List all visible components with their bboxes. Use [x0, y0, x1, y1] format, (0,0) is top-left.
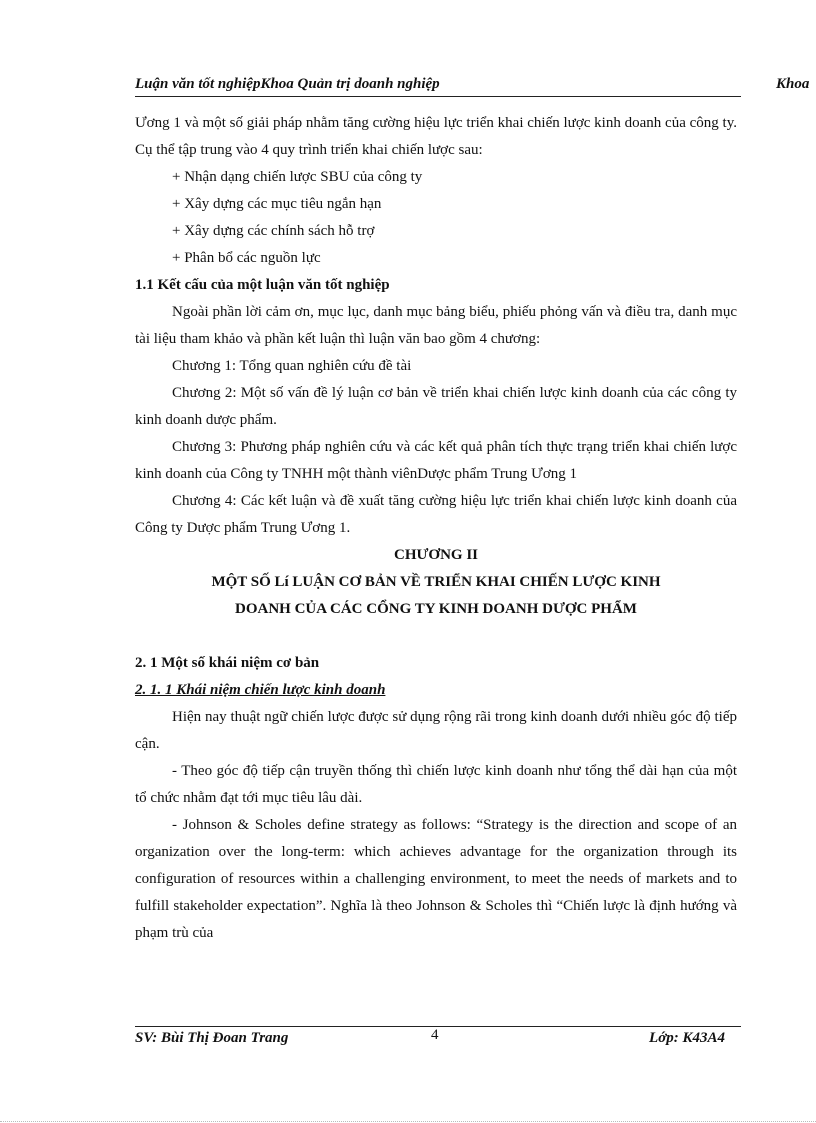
student-name: SV: Bùi Thị Đoan Trang	[135, 1030, 289, 1046]
header-title: Luận văn tốt nghiệpKhoa Quản trị doanh nghiệp	[135, 76, 440, 92]
page-number: 4	[431, 1027, 439, 1043]
paragraph: Ương 1 và một số giải pháp nhằm tăng cường hiệu lực triển khai chiến lược kinh doanh của công ty. Cụ thể tập trung vào 4 quy trình triển khai chiến lược sau:	[135, 115, 737, 158]
paragraph: - Johnson & Scholes define strategy as follows: “Strategy is the direction and scope of an organization over the long-term: which achieves advantage for the organization through its configuration of resources within a challenging environment, to meet the needs of markets and to fulfill stakeholder expectation”. Nghĩa là theo Johnson & Scholes thì “Chiến lược là định hướng và phạm trù của	[135, 817, 737, 941]
page-edge-divider	[0, 1121, 816, 1122]
list-item: + Xây dựng các chính sách hỗ trợ	[172, 223, 375, 239]
chapter-summary: Chương 3: Phương pháp nghiên cứu và các kết quả phân tích thực trạng triển khai chiến lược kinh doanh của Công ty TNHH một thành viênDược phẩm Trung Ương 1	[135, 439, 737, 482]
list-item: + Phân bổ các nguồn lực	[172, 250, 321, 266]
chapter-title: DOANH CỦA CÁC CỔNG TY KINH DOANH DƯỢC PHẨM	[235, 601, 637, 617]
chapter-summary: Chương 2: Một số vấn đề lý luận cơ bản về triển khai chiến lược kinh doanh của các công ty kinh doanh dược phẩm.	[135, 385, 737, 428]
list-item: + Nhận dạng chiến lược SBU của công ty	[172, 169, 423, 185]
paragraph: - Theo góc độ tiếp cận truyền thống thì chiến lược kinh doanh như tổng thể dài hạn của một tổ chức nhằm đạt tới mục tiêu lâu dài.	[135, 763, 737, 806]
chapter-title: MỘT SỐ Lí LUẬN CƠ BẢN VỀ TRIỂN KHAI CHIẾN LƯỢC KINH	[211, 574, 661, 590]
paragraph: Hiện nay thuật ngữ chiến lược được sử dụng rộng rãi trong kinh doanh dưới nhiều góc độ tiếp cận.	[135, 709, 737, 752]
paragraph: Ngoài phần lời cảm ơn, mục lục, danh mục bảng biểu, phiếu phỏng vấn và điều tra, danh mục tài liệu tham khảo và phần kết luận thì luận văn bao gồm 4 chương:	[135, 304, 737, 347]
page-header	[135, 76, 810, 97]
chapter-summary: Chương 1: Tổng quan nghiên cứu đề tài	[172, 358, 412, 374]
chapter-summary: Chương 4: Các kết luận và đề xuất tăng cường hiệu lực triển khai chiến lược kinh doanh của Công ty Dược phẩm Trung Ương 1.	[135, 493, 737, 536]
section-heading: 1.1 Kết cấu của một luận văn tốt nghiệp	[135, 277, 390, 293]
chapter-label: CHƯƠNG II	[393, 547, 479, 563]
list-item: + Xây dựng các mục tiêu ngắn hạn	[172, 196, 382, 212]
header-right-text: Khoa	[776, 76, 810, 92]
document-body	[135, 110, 737, 947]
page-footer	[135, 1026, 741, 1053]
section-heading: 2. 1 Một số khái niệm cơ bản	[135, 655, 320, 671]
subsection-heading: 2. 1. 1 Khái niệm chiến lược kinh doanh	[135, 682, 386, 698]
class-code: Lớp: K43A4	[649, 1030, 725, 1046]
